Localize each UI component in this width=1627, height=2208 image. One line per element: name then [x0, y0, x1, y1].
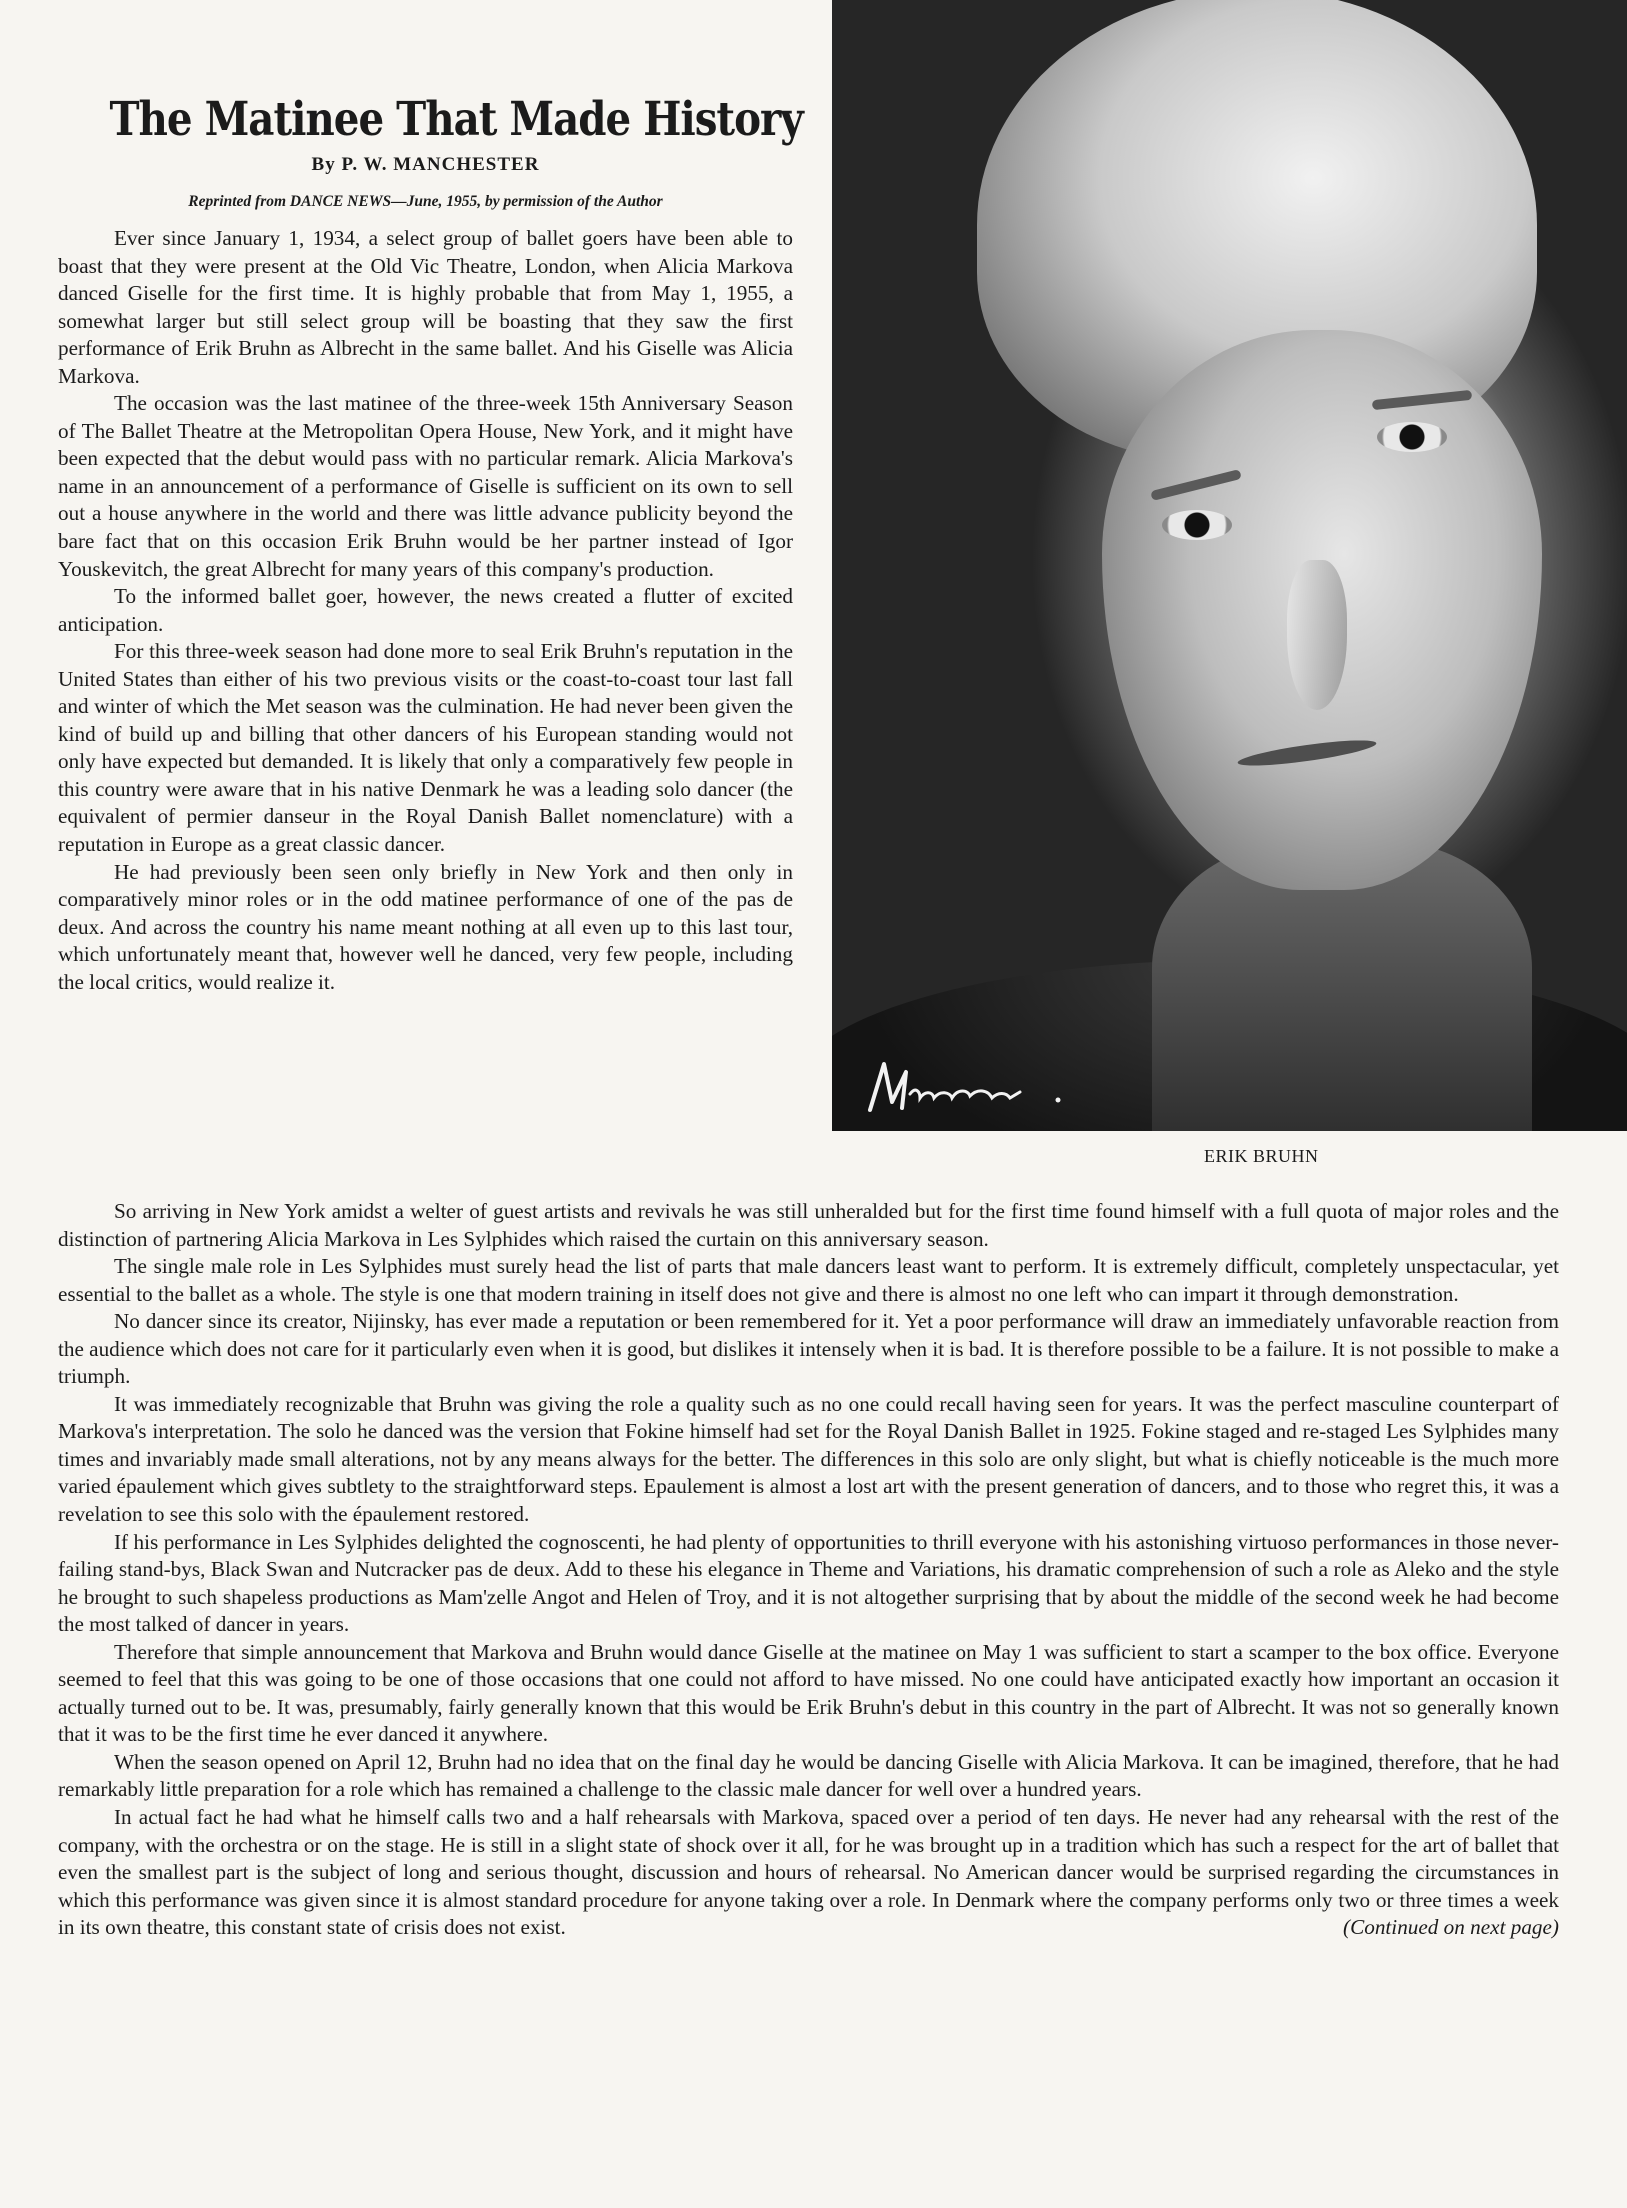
photo-nose — [1287, 560, 1347, 710]
paragraph: No dancer since its creator, Nijinsky, has ever made a reputation or been remembered for it. Yet a poor performance will draw an immediately unfavorable reaction from the audience which does not care for it particularly even when it is good, but dislikes it intensely when it is bad. It is therefore possible to be a failure. It is not possible to make a triumph. — [58, 1309, 1559, 1389]
paragraph: Therefore that simple announcement that Markova and Bruhn would dance Giselle at the matinee on May 1 was sufficient to start a scamper to the box office. Everyone seemed to feel that this was going to be one of those occasions that one could not afford to have missed. No one could have anticipated exactly how important an occasion it actually turned out to be. It was, presumably, fairly generally known that this would be Erik Bruhn's debut in this country in the part of Albrecht. It was not so generally known that it was to be the first time he ever danced it anywhere. — [58, 1639, 1559, 1747]
paragraph: It was immediately recognizable that Bruhn was giving the role a quality such as no one could recall having seen for years. It was the perfect masculine counterpart of Markova's interpretation. The solo he danced was the version that Fokine himself had set for the Royal Danish Ballet in 1925. Fokine staged and re-staged Les Sylphides many times and invariably made small alterations, not by any means always for the better. The differences in this solo are only slight, but what is chiefly noticeable is the much more varied épaulement which gives subtlety to the straightforward steps. Epaulement is almost a lost art with the present generation of dancers, and to those who regret this, it was a revelation to see this solo with the épaulement restored. — [58, 1391, 1559, 1527]
article-title: The Matinee That Made History — [109, 92, 803, 147]
paragraph: Ever since January 1, 1934, a select group of ballet goers have been able to boast that they were present at the Old Vic Theatre, London, when Alicia Markova danced Giselle for the first time. It is highly probable that from May 1, 1955, a somewhat larger but still select group will be boasting that they saw the first performance of Erik Bruhn as Albrecht in the same ballet. And his Giselle was Alicia Markova. — [58, 226, 793, 388]
portrait-photo — [832, 0, 1627, 1131]
paragraph: To the informed ballet goer, however, the news created a flutter of excited anticipation. — [58, 584, 793, 636]
paragraph: The single male role in Les Sylphides must surely head the list of parts that male dancers least want to perform. It is extremely difficult, completely unspectacular, yet essential to the ballet as a whole. The style is one that modern training in itself does not give and there is almost no one left who can impart it through demonstration. — [58, 1254, 1559, 1306]
last-paragraph — [58, 1804, 1559, 1942]
paragraph: For this three-week season had done more to seal Erik Bruhn's reputation in the United States than either of his two previous visits or the coast-to-coast tour last fall and winter of which the Met season was the culmination. He had never been given the kind of build up and billing that other dancers of his European standing would not only have expected but demanded. It is likely that only a comparatively few people in this country were aware that in his native Denmark he was a leading solo dancer (the equivalent of permier danseur in the Royal Danish Ballet nomenclature) with a reputation in Europe as a great classic dancer. — [58, 639, 793, 857]
paragraph: So arriving in New York amidst a welter of guest artists and revivals he was still unheralded but for the first time found himself with a full quota of major roles and the distinction of partnering Alicia Markova in Les Sylphides which raised the curtain on this anniversary season. — [58, 1199, 1559, 1251]
photographer-signature — [862, 1050, 1112, 1120]
photo-eye-left — [1162, 510, 1232, 540]
photo-eye-right — [1377, 422, 1447, 452]
article-full-width — [58, 1198, 1559, 1942]
paragraph: When the season opened on April 12, Bruhn had no idea that on the final day he would be dancing Giselle with Alicia Markova. It can be imagined, therefore, that he had remarkably little preparation for a role which has remained a challenge to the classic male dancer for well over a hundred years. — [58, 1749, 1559, 1802]
byline: By P. W. MANCHESTER — [311, 154, 540, 175]
paragraph: He had previously been seen only briefly in New York and then only in comparatively minor roles or in the odd matinee performance of one of the pas de deux. And across the country his name meant nothing at all even up to this last tour, which unfortunately meant that, however well he danced, very few people, including the local critics, would realize it. — [58, 859, 793, 994]
paragraph: If his performance in Les Sylphides delighted the cognoscenti, he had plenty of opportunities to thrill everyone with his astonishing virtuoso performances in those never-failing stand-bys, Black Swan and Nutcracker pas de deux. Add to these his elegance in Theme and Variations, his dramatic comprehension of such a role as Aleko and the style he brought to such shapeless productions as Mam'zelle Angot and Helen of Troy, and it is not altogether surprising that by about the middle of the second week he had become the most talked of dancer in years. — [58, 1529, 1559, 1637]
photo-caption: ERIK BRUHN — [1204, 1146, 1319, 1166]
paragraph: The occasion was the last matinee of the three-week 15th Anniversary Season of The Ballet Theatre at the Metropolitan Opera House, New York, and it might have been expected that the debut would pass with no particular remark. Alicia Markova's name in an announcement of a performance of Giselle is sufficient on its own to sell out a house anywhere in the world and there was little advance publicity beyond the bare fact that on this occasion Erik Bruhn would be her partner instead of Igor Youskevitch, the great Albrecht for many years of this company's production. — [58, 391, 793, 581]
article-column — [58, 225, 793, 996]
continued-note: (Continued on next page) — [1343, 1915, 1559, 1940]
paragraph-text: In actual fact he had what he himself calls two and a half rehearsals with Markova, spaced over a period of ten days. He never had any rehearsal with the rest of the company, with the orchestra or on the stage. He is still in a slight state of shock over it all, for he was brought up in a tradition which has such a respect for the art of ballet that even the smallest part is the subject of long and serious thought, discussion and hours of rehearsal. No American dancer would be surprised regarding the circumstances in which this performance was given since it is almost standard procedure for anyone taking over a role. In Denmark where the company performs only two or three times a week in its own theatre, this constant state of crisis does not exist. — [58, 1805, 1559, 1940]
reprint-credit: Reprinted from DANCE NEWS—June, 1955, by permission of the Author — [188, 193, 663, 210]
